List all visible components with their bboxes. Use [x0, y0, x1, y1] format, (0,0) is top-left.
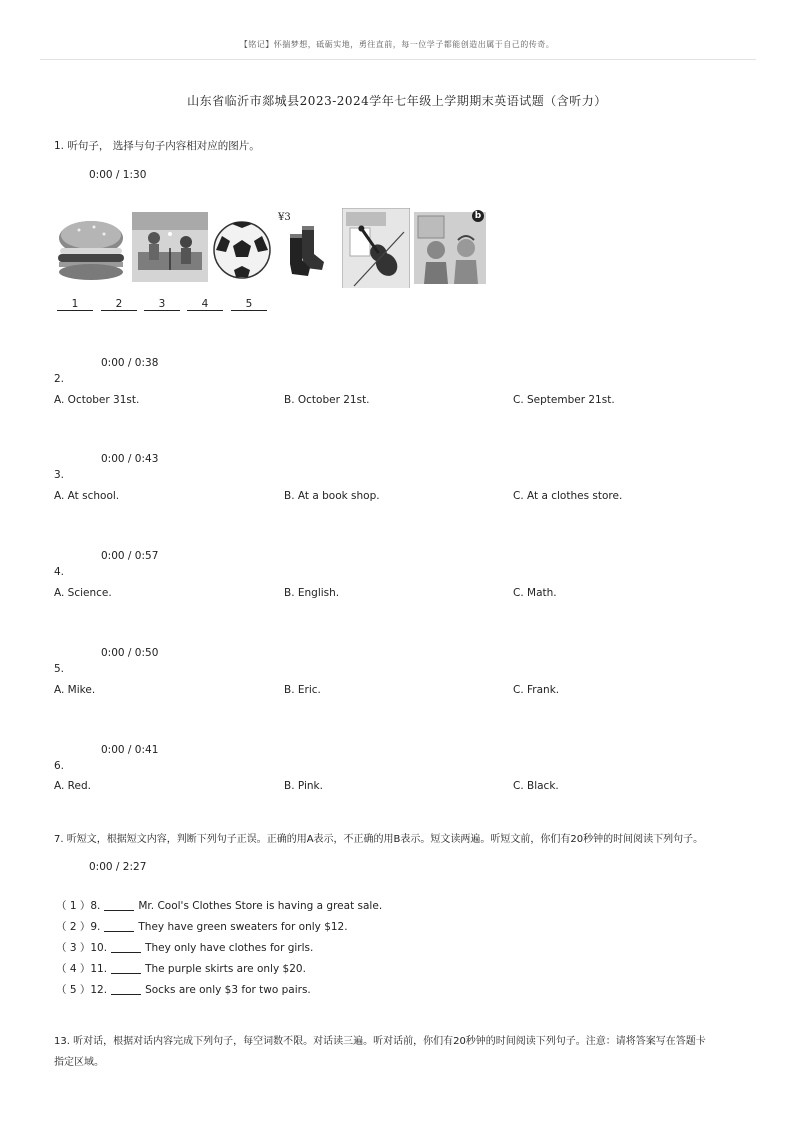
- q2-audio-player[interactable]: 0:00 / 0:38: [101, 357, 159, 369]
- q7-prompt: 7. 听短文，根据短文内容，判断下列句子正误。正确的用A表示，不正确的用B表示。短文读两遍。听短文前，你们有20秒钟的时间阅读下列句子。: [54, 834, 704, 845]
- q3-audio-player[interactable]: 0:00 / 0:43: [101, 453, 159, 465]
- answer-blank[interactable]: [111, 952, 141, 953]
- q6-option-b[interactable]: B. Pink.: [284, 780, 323, 792]
- q7-item-text: Mr. Cool's Clothes Store is having a great sale.: [138, 900, 383, 912]
- q5-audio-player[interactable]: 0:00 / 0:50: [101, 647, 159, 659]
- socks-icon: [276, 208, 334, 288]
- q4-option-b[interactable]: B. English.: [284, 587, 340, 599]
- q2-option-a[interactable]: A. October 31st.: [54, 394, 140, 406]
- q7-item-label: （ 4 ）11.: [56, 963, 108, 975]
- header-divider: [40, 59, 756, 60]
- answer-blank-5[interactable]: 5: [231, 298, 267, 311]
- answer-blank-1[interactable]: 1: [57, 298, 93, 311]
- q2-option-c[interactable]: C. September 21st.: [513, 394, 615, 406]
- q3-option-c[interactable]: C. At a clothes store.: [513, 490, 623, 502]
- q3-number: 3.: [54, 469, 65, 481]
- header-motto: 【铭记】怀揣梦想，砥砺实地，勇往直前，每一位学子都能创造出属于自己的传奇。: [239, 40, 555, 49]
- answer-blank[interactable]: [104, 910, 134, 911]
- q2-number: 2.: [54, 373, 65, 385]
- soccer-ball-icon: [212, 208, 272, 288]
- q6-audio-player[interactable]: 0:00 / 0:41: [101, 744, 159, 756]
- q3-option-a[interactable]: A. At school.: [54, 490, 120, 502]
- q6-option-c[interactable]: C. Black.: [513, 780, 559, 792]
- q4-option-a[interactable]: A. Science.: [54, 587, 112, 599]
- q13-prompt-line1: 13. 听对话，根据对话内容完成下列句子，每空词数不限。对话读三遍。听对话前，你们有20秒钟的时间阅读下列句子。注意：请将答案写在答题卡: [54, 1036, 706, 1047]
- q4-option-c[interactable]: C. Math.: [513, 587, 557, 599]
- q6-option-a[interactable]: A. Red.: [54, 780, 91, 792]
- answer-blank[interactable]: [104, 931, 134, 932]
- q5-number: 5.: [54, 663, 65, 675]
- q7-item-label: （ 3 ）10.: [56, 942, 108, 954]
- q7-item-label: （ 5 ）12.: [56, 984, 108, 996]
- answer-blank-3[interactable]: 3: [144, 298, 180, 311]
- q13-prompt-line2: 指定区域。: [54, 1057, 104, 1068]
- q7-item-12[interactable]: [56, 982, 311, 997]
- q7-item-9[interactable]: [56, 919, 348, 934]
- q3-option-b[interactable]: B. At a book shop.: [284, 490, 380, 502]
- q5-option-b[interactable]: B. Eric.: [284, 684, 321, 696]
- answer-blank-2[interactable]: 2: [101, 298, 137, 311]
- q7-audio-player[interactable]: 0:00 / 2:27: [89, 861, 147, 873]
- picture-badge: b: [472, 210, 484, 222]
- q7-item-label: （ 1 ）8.: [56, 900, 101, 912]
- q5-option-c[interactable]: C. Frank.: [513, 684, 560, 696]
- q7-item-text: They only have clothes for girls.: [145, 942, 314, 954]
- answer-blank-4[interactable]: 4: [187, 298, 223, 311]
- q7-item-11[interactable]: [56, 961, 306, 976]
- q7-item-8[interactable]: [56, 898, 382, 913]
- people-talking-icon: [414, 208, 486, 288]
- q7-item-text: They have green sweaters for only $12.: [138, 921, 348, 933]
- answer-blank[interactable]: [111, 973, 141, 974]
- q2-option-b[interactable]: B. October 21st.: [284, 394, 370, 406]
- page-title: 山东省临沂市郯城县2023-2024学年七年级上学期期末英语试题（含听力）: [187, 94, 607, 108]
- q6-number: 6.: [54, 760, 65, 772]
- answer-blank[interactable]: [111, 994, 141, 995]
- hamburger-icon: [54, 208, 128, 288]
- socks-price: ¥3: [278, 212, 291, 223]
- q5-option-a[interactable]: A. Mike.: [54, 684, 96, 696]
- violin-icon: [342, 208, 410, 288]
- q4-number: 4.: [54, 566, 65, 578]
- q7-item-10[interactable]: [56, 940, 313, 955]
- table-tennis-icon: [132, 208, 208, 288]
- q7-item-text: The purple skirts are only $20.: [145, 963, 306, 975]
- q7-item-label: （ 2 ）9.: [56, 921, 101, 933]
- q1-audio-player[interactable]: 0:00 / 1:30: [89, 169, 147, 181]
- q4-audio-player[interactable]: 0:00 / 0:57: [101, 550, 159, 562]
- q7-item-text: Socks are only $3 for two pairs.: [145, 984, 311, 996]
- q1-prompt: 1. 听句子， 选择与句子内容相对应的图片。: [54, 140, 260, 152]
